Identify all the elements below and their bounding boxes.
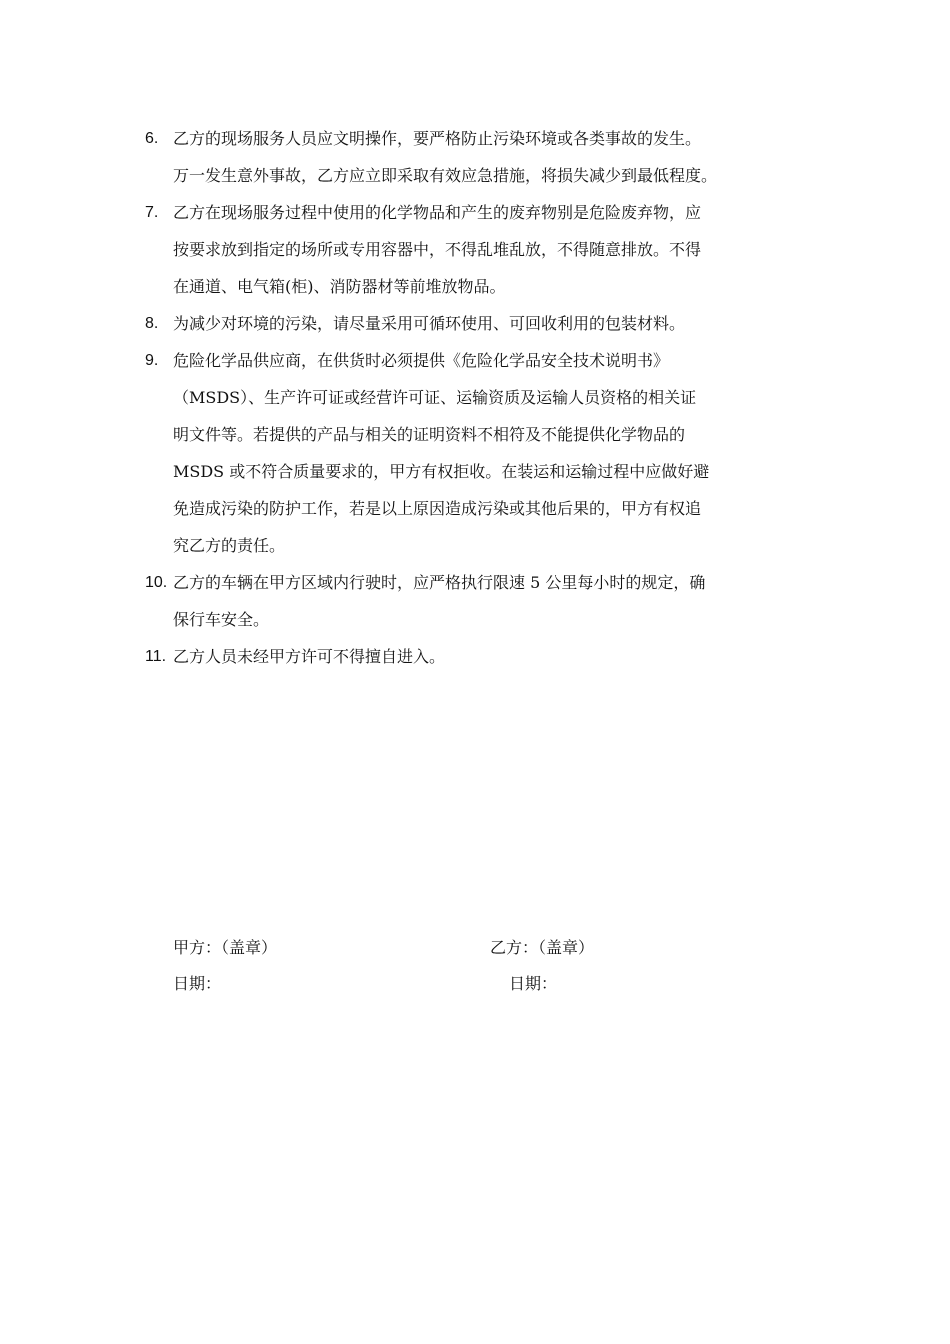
clause-text-line: 明文件等。若提供的产品与相关的证明资料不相符及不能提供化学物品的 — [173, 425, 686, 444]
clause-number: 7. — [145, 204, 159, 221]
clause-text-line: 危险化学品供应商，在供货时必须提供《危险化学品安全技术说明书》 — [173, 351, 670, 370]
clause-6 — [145, 120, 825, 194]
clause-text-line: MSDS 或不符合质量要求的，甲方有权拒收。在装运和运输过程中应做好避 — [173, 462, 710, 481]
clause-text-line: 乙方的现场服务人员应文明操作，要严格防止污染环境或各类事故的发生。 — [173, 129, 702, 148]
party-b-seal-label: 乙方：（盖章） — [490, 938, 595, 957]
clause-text-line: 乙方人员未经甲方许可不得擅自进入。 — [173, 647, 446, 666]
clause-8 — [145, 305, 825, 342]
party-b-date-label: 日期： — [509, 974, 558, 993]
clause-text-line: 免造成污染的防护工作，若是以上原因造成污染或其他后果的，甲方有权追 — [173, 499, 702, 518]
clause-number: 10. — [145, 574, 168, 591]
signature-block — [173, 930, 693, 1002]
clause-text-line: （MSDS）、生产许可证或经营许可证、运输资质及运输人员资格的相关证 — [173, 388, 697, 407]
clause-text-line: 按要求放到指定的场所或专用容器中，不得乱堆乱放，不得随意排放。不得 — [173, 240, 702, 259]
clause-text-line: 究乙方的责任。 — [173, 536, 286, 555]
clause-number: 6. — [145, 130, 159, 147]
clause-number: 8. — [145, 315, 159, 332]
clause-9 — [145, 342, 825, 564]
party-a-seal-label: 甲方：（盖章） — [173, 938, 278, 957]
clause-text-line: 保行车安全。 — [173, 610, 270, 629]
clause-text-line: 乙方在现场服务过程中使用的化学物品和产生的废弃物别是危险废弃物，应 — [173, 203, 702, 222]
seal-row — [173, 930, 693, 966]
clause-text-line: 万一发生意外事故，乙方应立即采取有效应急措施，将损失减少到最低程度。 — [173, 166, 718, 185]
clause-list — [145, 120, 825, 675]
clause-7 — [145, 194, 825, 305]
clause-text-line: 在通道、电气箱(柜)、消防器材等前堆放物品。 — [173, 277, 506, 296]
date-row — [173, 966, 693, 1002]
clause-11 — [145, 638, 825, 675]
clause-text-line: 为减少对环境的污染，请尽量采用可循环使用、可回收利用的包装材料。 — [173, 314, 686, 333]
clause-number: 9. — [145, 352, 159, 369]
clause-10 — [145, 564, 825, 638]
party-a-date-label: 日期： — [173, 974, 222, 993]
clause-text-line: 乙方的车辆在甲方区域内行驶时，应严格执行限速 5 公里每小时的规定，确 — [173, 573, 706, 592]
clause-number: 11. — [145, 648, 167, 665]
